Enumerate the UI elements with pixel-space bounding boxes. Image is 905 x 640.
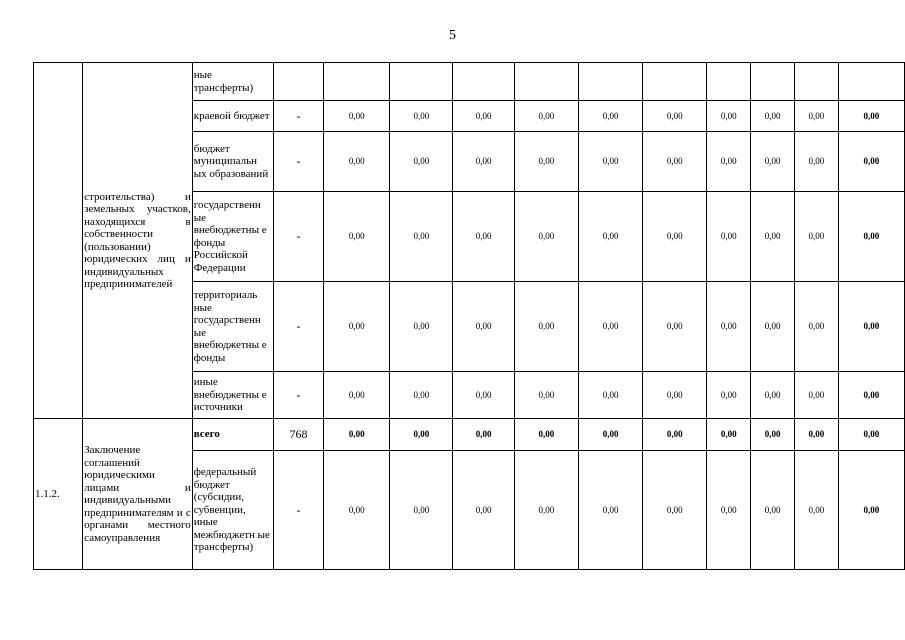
funding-source: бюджет муниципальн ых образований — [192, 132, 273, 192]
item-name: Заключение соглашений юридическими лицами и индивидуальными предпринимателям и с органами местного самоуправления — [83, 419, 193, 570]
value-cell — [390, 63, 453, 101]
value-cell: 0,00 — [390, 372, 453, 419]
value-cell: 0,00 — [643, 419, 707, 451]
value-cell: 0,00 — [514, 101, 578, 132]
value-cell: 0,00 — [324, 372, 390, 419]
value-cell — [707, 63, 751, 101]
table-row total-row — [34, 419, 905, 451]
funding-source: ные трансферты) — [192, 63, 273, 101]
value-cell: 0,00 — [324, 192, 390, 282]
value-cell: 0,00 — [795, 192, 839, 282]
value-cell: 0,00 — [751, 372, 795, 419]
value-cell: 0,00 — [390, 451, 453, 570]
table-body — [34, 63, 905, 570]
value-cell: 0,00 — [751, 282, 795, 372]
value-cell: 0,00 — [514, 372, 578, 419]
value-cell: 0,00 — [795, 101, 839, 132]
value-cell — [751, 63, 795, 101]
value-cell: 0,00 — [643, 372, 707, 419]
value-cell: 0,00 — [579, 101, 643, 132]
value-cell: 0,00 — [751, 101, 795, 132]
value-cell: 0,00 — [838, 282, 904, 372]
value-cell: 0,00 — [453, 132, 514, 192]
value-cell: 0,00 — [453, 101, 514, 132]
item-name: строительства) и земельных участков, находящихся в собственности (пользовании) юридических лиц и индивидуальных предпринимателей — [83, 63, 193, 419]
value-cell — [838, 63, 904, 101]
value-cell: 0,00 — [751, 132, 795, 192]
value-cell: 0,00 — [795, 451, 839, 570]
value-cell: 0,00 — [838, 451, 904, 570]
value-cell — [514, 63, 578, 101]
value-cell: 0,00 — [707, 419, 751, 451]
value-cell — [324, 63, 390, 101]
funding-source: федеральный бюджет (субсидии, субвенции, иные межбюджетн ые трансферты) — [192, 451, 273, 570]
value-cell: 0,00 — [579, 282, 643, 372]
value-cell: 0,00 — [453, 419, 514, 451]
value-cell: 0,00 — [707, 192, 751, 282]
funding-source: краевой бюджет — [192, 101, 273, 132]
value-cell: 0,00 — [514, 192, 578, 282]
value-cell: 0,00 — [324, 419, 390, 451]
value-cell: 0,00 — [795, 372, 839, 419]
total-value: - — [273, 132, 324, 192]
value-cell: 0,00 — [514, 451, 578, 570]
total-value: - — [273, 282, 324, 372]
total-value — [273, 63, 324, 101]
total-value: - — [273, 451, 324, 570]
value-cell: 0,00 — [707, 101, 751, 132]
value-cell: 0,00 — [579, 132, 643, 192]
value-cell: 0,00 — [795, 419, 839, 451]
value-cell: 0,00 — [453, 192, 514, 282]
value-cell: 0,00 — [643, 192, 707, 282]
total-value: 768 — [273, 419, 324, 451]
value-cell: 0,00 — [514, 282, 578, 372]
value-cell: 0,00 — [838, 419, 904, 451]
value-cell: 0,00 — [838, 372, 904, 419]
value-cell: 0,00 — [390, 132, 453, 192]
value-cell: 0,00 — [643, 101, 707, 132]
funding-source: иные внебюджетны е источники — [192, 372, 273, 419]
value-cell: 0,00 — [795, 132, 839, 192]
value-cell: 0,00 — [579, 192, 643, 282]
funding-source: всего — [192, 419, 273, 451]
value-cell: 0,00 — [707, 132, 751, 192]
value-cell: 0,00 — [643, 451, 707, 570]
value-cell: 0,00 — [453, 282, 514, 372]
value-cell: 0,00 — [707, 282, 751, 372]
value-cell: 0,00 — [514, 132, 578, 192]
value-cell: 0,00 — [579, 419, 643, 451]
value-cell: 0,00 — [453, 451, 514, 570]
funding-source: государственн ые внебюджетны е фонды Российской Федерации — [192, 192, 273, 282]
value-cell: 0,00 — [453, 372, 514, 419]
value-cell: 0,00 — [707, 451, 751, 570]
value-cell: 0,00 — [838, 101, 904, 132]
value-cell: 0,00 — [390, 282, 453, 372]
item-number: 1.1.2. — [34, 419, 83, 570]
value-cell: 0,00 — [579, 372, 643, 419]
value-cell — [453, 63, 514, 101]
total-value: - — [273, 192, 324, 282]
value-cell: 0,00 — [707, 372, 751, 419]
value-cell: 0,00 — [643, 132, 707, 192]
value-cell — [579, 63, 643, 101]
budget-table — [33, 62, 905, 570]
value-cell: 0,00 — [324, 101, 390, 132]
item-number — [34, 63, 83, 419]
value-cell: 0,00 — [390, 192, 453, 282]
table-row — [34, 63, 905, 101]
total-value: - — [273, 101, 324, 132]
value-cell: 0,00 — [324, 282, 390, 372]
value-cell: 0,00 — [795, 282, 839, 372]
value-cell: 0,00 — [751, 192, 795, 282]
page-number: 5 — [449, 28, 456, 43]
value-cell: 0,00 — [751, 419, 795, 451]
value-cell: 0,00 — [324, 132, 390, 192]
value-cell: 0,00 — [838, 132, 904, 192]
value-cell: 0,00 — [579, 451, 643, 570]
value-cell — [795, 63, 839, 101]
value-cell: 0,00 — [643, 282, 707, 372]
value-cell: 0,00 — [838, 192, 904, 282]
value-cell: 0,00 — [514, 419, 578, 451]
value-cell: 0,00 — [751, 451, 795, 570]
value-cell: 0,00 — [390, 419, 453, 451]
value-cell — [643, 63, 707, 101]
funding-source: территориаль ные государственн ые внебюджетны е фонды — [192, 282, 273, 372]
value-cell: 0,00 — [324, 451, 390, 570]
value-cell: 0,00 — [390, 101, 453, 132]
total-value: - — [273, 372, 324, 419]
